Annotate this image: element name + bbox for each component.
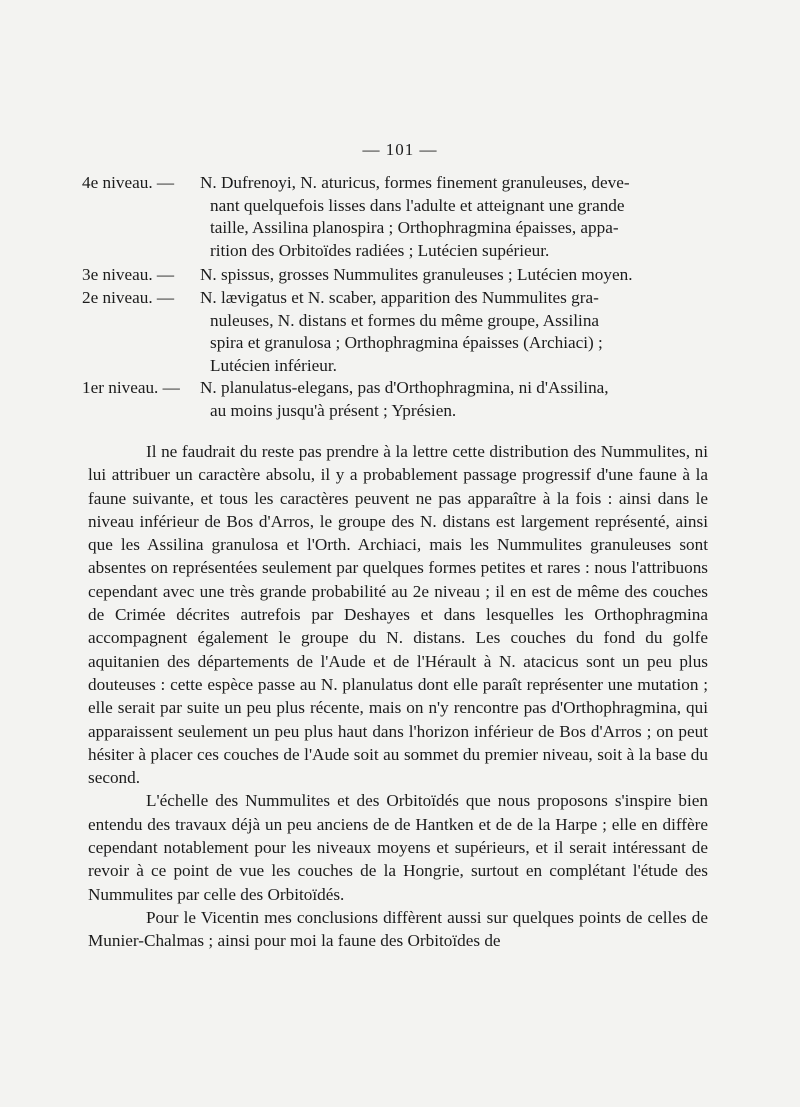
niveau-line: N. lævigatus et N. scaber, apparition des Nummulites gra-: [200, 288, 599, 307]
niveau-line: taille, Assilina planospira ; Orthophragmina épaisses, appa-: [210, 218, 619, 237]
niveau-label: 4e niveau. —: [82, 173, 175, 192]
niveau-line: Lutécien inférieur.: [210, 355, 337, 375]
niveau-line: nuleuses, N. distans et formes du même groupe, Assilina: [210, 310, 600, 330]
page-number: — 101 —: [362, 140, 438, 159]
niveau-line: nant quelquefois lisses dans l'adulte et atteignant une grande: [210, 195, 625, 215]
niveau-label: 1er niveau. —: [82, 378, 180, 397]
niveau-label: 3e niveau. —: [82, 265, 175, 284]
paragraph: L'échelle des Nummulites et des Orbitoïdés que nous proposons s'inspire bien entendu des travaux déjà un peu anciens de de Hantken et de de la Harpe ; elle en diffère cependant notablement pour les niveaux moyens et supérieurs, et il serait intéressant de revoir à ce point de vue les couches de la Hongrie, surtout en complétant l'étude des Nummulites par celle des Orbitoïdés.: [88, 791, 708, 904]
niveau-line: spira et granulosa ; Orthophragmina épaisses (Archiaci) ;: [210, 333, 603, 352]
niveau-line: au moins jusqu'à présent ; Yprésien.: [210, 400, 457, 420]
niveau-line: rition des Orbitoïdes radiées ; Lutécien supérieur.: [210, 240, 550, 260]
niveau-line: N. Dufrenoyi, N. aturicus, formes finement granuleuses, deve-: [200, 173, 630, 192]
niveau-2: [82, 287, 702, 377]
niveau-line: N. spissus, grosses Nummulites granuleuses ; Lutécien moyen.: [200, 265, 633, 284]
body-text: [88, 440, 708, 953]
niveau-label: 2e niveau. —: [82, 288, 175, 307]
paragraph: Pour le Vicentin mes conclusions diffèrent aussi sur quelques points de celles de Munier-Chalmas ; ainsi pour moi la faune des Orbitoïdes de: [88, 907, 708, 951]
niveau-1: [82, 377, 702, 422]
niveau-4: [82, 172, 702, 262]
paragraph: Il ne faudrait du reste pas prendre à la lettre cette distribution des Nummulites, ni lui attribuer un caractère absolu, il y a probablement passage progressif d'une faune à la faune suivante, et tous les caractères peuvent ne pas apparaître à la fois : ainsi dans le niveau inférieur de Bos d'Arros, le groupe des N. distans est largement représenté, ainsi que les Assilina granulosa et l'Orth. Archiaci, mais les Nummulites granuleuses sont absentes on représentées seulement par quelques formes petites et rares : nous l'attribuons cependant avec une très grande probabilité au 2e niveau ; il en est de même des couches de Crimée décrites autrefois par Deshayes et dans lesquelles les Orthophragmina accompagnent également le groupe du N. distans. Les couches du fond du golfe aquitanien des départements de l'Aude et de l'Hérault à N. atacicus sont un peu plus douteuses : cette espèce passe au N. planulatus dont elle paraît représenter une mutation ; elle serait par suite un peu plus récente, mais on n'y rencontre pas d'Orthophragmina, qui apparaissent seulement un peu plus haut dans l'horizon inférieur de Bos d'Arros ; on peut hésiter à placer ces couches de l'Aude soit au sommet du premier niveau, soit à la base du second.: [88, 442, 708, 788]
niveau-line: N. planulatus-elegans, pas d'Orthophragmina, ni d'Assilina,: [200, 378, 609, 397]
niveau-3: [82, 264, 702, 287]
